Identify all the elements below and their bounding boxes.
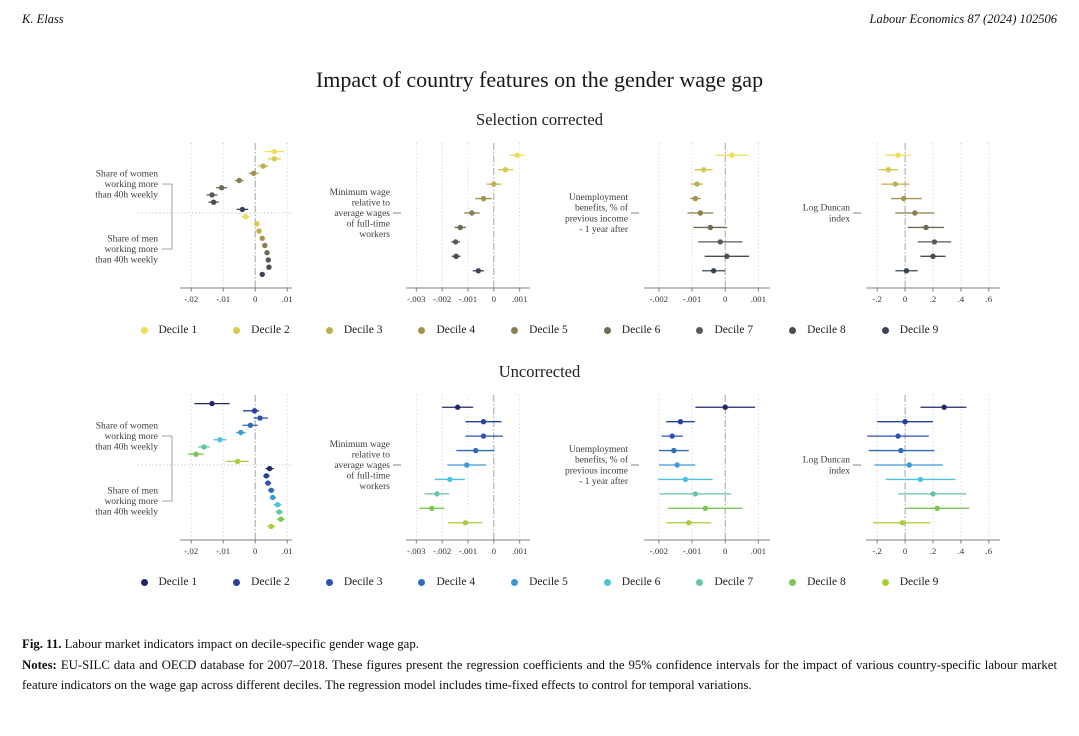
variable-label: Unemployment bbox=[568, 193, 628, 204]
figure-title: Impact of country features on the gender wage gap bbox=[315, 67, 764, 92]
variable-label: of full-time bbox=[345, 219, 390, 230]
coef-point bbox=[903, 268, 908, 273]
variable-label: index bbox=[828, 466, 850, 477]
coef-point bbox=[254, 221, 259, 226]
coef-point bbox=[266, 264, 271, 269]
coef-point bbox=[265, 257, 270, 262]
x-tick-label: .001 bbox=[511, 546, 527, 556]
caption-fig-line bbox=[22, 634, 1057, 655]
legend-label: Decile 3 bbox=[343, 324, 383, 336]
decile-marker-icon bbox=[511, 327, 518, 334]
coef-point bbox=[263, 473, 268, 478]
coef-point bbox=[239, 207, 244, 212]
coef-point bbox=[700, 167, 705, 172]
variable-label: Share of women bbox=[95, 421, 158, 432]
x-tick-label: -.002 bbox=[432, 546, 451, 556]
decile-marker-icon bbox=[882, 579, 889, 586]
coef-point bbox=[209, 401, 214, 406]
coef-point bbox=[674, 462, 679, 467]
legend-label: Decile 8 bbox=[807, 324, 846, 336]
legend-label: Decile 4 bbox=[436, 324, 476, 336]
legend-label: Decile 9 bbox=[899, 324, 939, 336]
variable-label: Unemployment bbox=[568, 445, 628, 456]
coef-point bbox=[892, 181, 897, 186]
group-bracket bbox=[162, 436, 172, 501]
coef-point bbox=[429, 506, 434, 511]
x-tick-label: -.01 bbox=[215, 546, 230, 556]
coef-point bbox=[895, 433, 900, 438]
x-tick-label: -.01 bbox=[215, 294, 230, 304]
coef-point bbox=[895, 153, 900, 158]
decile-marker-icon bbox=[141, 579, 148, 586]
decile-marker-icon bbox=[418, 579, 425, 586]
x-tick-label: .01 bbox=[281, 294, 293, 304]
legend-label: Decile 2 bbox=[251, 324, 290, 336]
coef-point bbox=[930, 491, 935, 496]
decile-marker-icon bbox=[789, 579, 796, 586]
coef-point bbox=[480, 419, 485, 424]
variable-label: than 40h weekly bbox=[94, 442, 158, 453]
caption-notes bbox=[22, 655, 1057, 696]
coef-point bbox=[250, 171, 255, 176]
variable-label: working more bbox=[103, 432, 158, 443]
coef-point bbox=[917, 477, 922, 482]
variable-label: benefits, % of bbox=[574, 203, 628, 214]
coef-point bbox=[941, 405, 946, 410]
x-tick-label: -.02 bbox=[183, 294, 198, 304]
coef-point bbox=[491, 181, 496, 186]
x-tick-label: .2 bbox=[929, 294, 936, 304]
decile-marker-icon bbox=[789, 327, 796, 334]
decile-marker-icon bbox=[326, 579, 333, 586]
coef-point bbox=[669, 433, 674, 438]
coef-point bbox=[692, 491, 697, 496]
legend-item bbox=[696, 324, 753, 336]
legend-label: Decile 3 bbox=[343, 576, 383, 588]
x-tick-label: -.001 bbox=[458, 546, 477, 556]
variable-label: working more bbox=[103, 180, 158, 191]
coef-point bbox=[238, 430, 243, 435]
coef-point bbox=[480, 433, 485, 438]
coef-point bbox=[502, 167, 507, 172]
coef-point bbox=[270, 495, 275, 500]
variable-label: Share of women bbox=[95, 169, 158, 180]
x-tick-label: 0 bbox=[252, 546, 257, 556]
variable-label: previous income bbox=[564, 466, 628, 477]
caption-fig-label: Fig. 11. bbox=[22, 637, 62, 651]
coef-point bbox=[452, 239, 457, 244]
legend-item bbox=[418, 324, 475, 336]
x-tick-label: 0 bbox=[252, 294, 257, 304]
coef-point bbox=[268, 524, 273, 529]
legend-item bbox=[882, 576, 939, 588]
variable-label: - 1 year after bbox=[578, 476, 628, 487]
legend-label: Decile 6 bbox=[621, 324, 661, 336]
coef-point bbox=[201, 444, 206, 449]
x-tick-label: 0 bbox=[902, 546, 907, 556]
x-tick-label: -.002 bbox=[649, 546, 668, 556]
coef-point bbox=[717, 239, 722, 244]
coef-panel-unemployment-benefits bbox=[548, 138, 778, 312]
coef-point bbox=[473, 448, 478, 453]
coef-point bbox=[218, 185, 223, 190]
coef-point bbox=[462, 520, 467, 525]
x-tick-label: -.02 bbox=[183, 546, 198, 556]
coef-point bbox=[274, 502, 279, 507]
legend-item bbox=[511, 324, 568, 336]
coef-panel-minimum-wage bbox=[310, 390, 538, 564]
x-tick-label: .01 bbox=[281, 546, 293, 556]
variable-label: Share of men bbox=[106, 234, 158, 245]
decile-marker-icon bbox=[141, 327, 148, 334]
legend-item bbox=[141, 576, 198, 588]
coef-point bbox=[259, 272, 264, 277]
legend-label: Decile 9 bbox=[899, 576, 939, 588]
x-tick-label: 0 bbox=[722, 294, 727, 304]
x-tick-label: .001 bbox=[511, 294, 527, 304]
coef-point bbox=[885, 167, 890, 172]
decile-legend bbox=[141, 576, 939, 588]
author-name: K. Elass bbox=[22, 12, 64, 26]
section-subtitle: Uncorrected bbox=[498, 362, 581, 381]
legend-label: Decile 5 bbox=[529, 324, 568, 336]
coef-point bbox=[898, 448, 903, 453]
coef-point bbox=[900, 196, 905, 201]
coef-point bbox=[256, 228, 261, 233]
coef-point bbox=[899, 520, 904, 525]
coef-point bbox=[729, 153, 734, 158]
legend-item bbox=[326, 576, 383, 588]
x-tick-label: -.003 bbox=[406, 546, 425, 556]
variable-label: working more bbox=[103, 245, 158, 256]
variable-label: relative to bbox=[351, 450, 390, 461]
coef-point bbox=[710, 268, 715, 273]
variable-label: of full-time bbox=[345, 471, 390, 482]
coef-point bbox=[242, 214, 247, 219]
decile-marker-icon bbox=[604, 327, 611, 334]
variable-label: Log Duncan bbox=[802, 455, 850, 466]
variable-label: Minimum wage bbox=[329, 187, 390, 198]
coef-point bbox=[912, 210, 917, 215]
x-tick-label: -.001 bbox=[458, 294, 477, 304]
coef-point bbox=[702, 506, 707, 511]
legend-label: Decile 4 bbox=[436, 576, 476, 588]
coef-point bbox=[278, 516, 283, 521]
x-tick-label: .6 bbox=[985, 294, 992, 304]
legend-label: Decile 1 bbox=[158, 576, 198, 588]
decile-marker-icon bbox=[882, 327, 889, 334]
coef-point bbox=[931, 239, 936, 244]
coef-point bbox=[262, 243, 267, 248]
x-tick-label: 0 bbox=[722, 546, 727, 556]
coef-point bbox=[247, 423, 252, 428]
coef-point bbox=[722, 405, 727, 410]
coef-point bbox=[934, 506, 939, 511]
x-tick-label: -.003 bbox=[406, 294, 425, 304]
coef-point bbox=[217, 437, 222, 442]
coef-point bbox=[480, 196, 485, 201]
legend-label: Decile 8 bbox=[807, 576, 846, 588]
coef-point bbox=[930, 254, 935, 259]
x-tick-label: -.2 bbox=[871, 546, 882, 556]
legend-item bbox=[233, 324, 290, 336]
decile-marker-icon bbox=[696, 579, 703, 586]
coef-point bbox=[236, 178, 241, 183]
coef-point bbox=[264, 250, 269, 255]
variable-label: average wages bbox=[333, 461, 390, 471]
group-bracket bbox=[162, 184, 172, 249]
x-tick-label: -.001 bbox=[682, 546, 701, 556]
x-tick-label: -.002 bbox=[432, 294, 451, 304]
legend-item bbox=[882, 324, 939, 336]
variable-label: than 40h weekly bbox=[94, 507, 158, 518]
x-tick-label: 0 bbox=[902, 294, 907, 304]
coef-point bbox=[671, 448, 676, 453]
legend-item bbox=[511, 576, 568, 588]
decile-marker-icon bbox=[696, 327, 703, 334]
x-tick-label: 0 bbox=[491, 546, 496, 556]
variable-label: - 1 year after bbox=[578, 224, 628, 235]
coef-point bbox=[447, 477, 452, 482]
coef-point bbox=[694, 181, 699, 186]
coef-point bbox=[210, 199, 215, 204]
coef-point bbox=[260, 163, 265, 168]
caption-notes-text: EU-SILC data and OECD database for 2007–2018. These figures present the regression coefficients and the 95% confidence intervals for the impact of various country-specific labour market feature indicators on the wage gap across different deciles. The regression model includes time-fixed effects to control for temporal variations. bbox=[22, 657, 1057, 693]
coef-point bbox=[686, 520, 691, 525]
coef-point bbox=[469, 210, 474, 215]
variable-label: previous income bbox=[564, 214, 628, 225]
legend-item bbox=[233, 576, 290, 588]
journal-reference: Labour Economics 87 (2024) 102506 bbox=[869, 12, 1057, 26]
coef-point bbox=[454, 405, 459, 410]
coef-point bbox=[464, 462, 469, 467]
legend-item bbox=[696, 576, 753, 588]
legend-label: Decile 5 bbox=[529, 576, 568, 588]
coef-panel-unemployment-benefits bbox=[548, 390, 778, 564]
coef-point bbox=[234, 459, 239, 464]
variable-label: Share of men bbox=[106, 486, 158, 497]
x-tick-label: -.001 bbox=[682, 294, 701, 304]
coef-point bbox=[453, 254, 458, 259]
coef-point bbox=[268, 488, 273, 493]
panel-row bbox=[0, 390, 1079, 564]
variable-label: than 40h weekly bbox=[94, 190, 158, 201]
coef-point bbox=[193, 451, 198, 456]
coef-panel-log-duncan-index bbox=[788, 138, 1008, 312]
variable-label: average wages bbox=[333, 209, 390, 219]
legend-item bbox=[789, 324, 846, 336]
section-selection-corrected bbox=[0, 110, 1079, 336]
x-tick-label: .4 bbox=[957, 546, 964, 556]
figure-caption bbox=[0, 634, 1079, 696]
coef-point bbox=[902, 419, 907, 424]
x-tick-label: 0 bbox=[491, 294, 496, 304]
x-tick-label: .001 bbox=[750, 546, 766, 556]
legend-item bbox=[604, 576, 661, 588]
coef-panel-minimum-wage bbox=[310, 138, 538, 312]
decile-legend bbox=[141, 324, 939, 336]
x-tick-label: .6 bbox=[985, 546, 992, 556]
panel-row bbox=[0, 138, 1079, 312]
coef-point bbox=[677, 419, 682, 424]
variable-label: than 40h weekly bbox=[94, 255, 158, 266]
variable-label: index bbox=[828, 214, 850, 225]
legend-item bbox=[141, 324, 198, 336]
legend-item bbox=[789, 576, 846, 588]
x-tick-label: .4 bbox=[957, 294, 964, 304]
coef-point bbox=[697, 210, 702, 215]
coef-panel-share-working-40h bbox=[72, 390, 300, 564]
coef-point bbox=[434, 491, 439, 496]
legend-item bbox=[604, 324, 661, 336]
coef-point bbox=[259, 236, 264, 241]
coef-point bbox=[923, 225, 928, 230]
x-tick-label: -.2 bbox=[871, 294, 882, 304]
coef-point bbox=[906, 462, 911, 467]
section-subtitle: Selection corrected bbox=[476, 110, 603, 129]
variable-label: working more bbox=[103, 497, 158, 508]
decile-marker-icon bbox=[511, 579, 518, 586]
decile-marker-icon bbox=[326, 327, 333, 334]
legend-item bbox=[326, 324, 383, 336]
x-tick-label: .2 bbox=[929, 546, 936, 556]
legend-label: Decile 7 bbox=[714, 324, 754, 336]
coef-point bbox=[457, 225, 462, 230]
variable-label: benefits, % of bbox=[574, 455, 628, 466]
coef-point bbox=[265, 480, 270, 485]
legend-label: Decile 7 bbox=[714, 576, 754, 588]
legend-item bbox=[418, 576, 475, 588]
variable-label: Log Duncan bbox=[802, 203, 850, 214]
caption-notes-label: Notes: bbox=[22, 657, 57, 672]
legend-label: Decile 6 bbox=[621, 576, 661, 588]
legend-label: Decile 1 bbox=[158, 324, 198, 336]
caption-fig-text: Labour market indicators impact on decile-specific gender wage gap. bbox=[64, 637, 419, 651]
variable-label: workers bbox=[358, 482, 390, 493]
section-uncorrected bbox=[0, 362, 1079, 588]
x-tick-label: .001 bbox=[750, 294, 766, 304]
decile-marker-icon bbox=[233, 579, 240, 586]
coef-point bbox=[271, 156, 276, 161]
coef-point bbox=[682, 477, 687, 482]
coef-point bbox=[276, 509, 281, 514]
coef-point bbox=[209, 192, 214, 197]
coef-point bbox=[692, 196, 697, 201]
coef-panel-log-duncan-index bbox=[788, 390, 1008, 564]
coef-point bbox=[271, 149, 276, 154]
decile-marker-icon bbox=[604, 579, 611, 586]
variable-label: relative to bbox=[351, 198, 390, 209]
decile-marker-icon bbox=[418, 327, 425, 334]
x-tick-label: -.002 bbox=[649, 294, 668, 304]
variable-label: workers bbox=[358, 230, 390, 241]
coef-point bbox=[251, 408, 256, 413]
page-header bbox=[0, 0, 1079, 27]
coef-point bbox=[514, 153, 519, 158]
legend-label: Decile 2 bbox=[251, 576, 290, 588]
variable-label: Minimum wage bbox=[329, 439, 390, 450]
decile-marker-icon bbox=[233, 327, 240, 334]
coef-point bbox=[724, 254, 729, 259]
coef-panel-share-working-40h bbox=[72, 138, 300, 312]
coef-point bbox=[257, 415, 262, 420]
coef-point bbox=[475, 268, 480, 273]
coef-point bbox=[266, 466, 271, 471]
coef-point bbox=[707, 225, 712, 230]
